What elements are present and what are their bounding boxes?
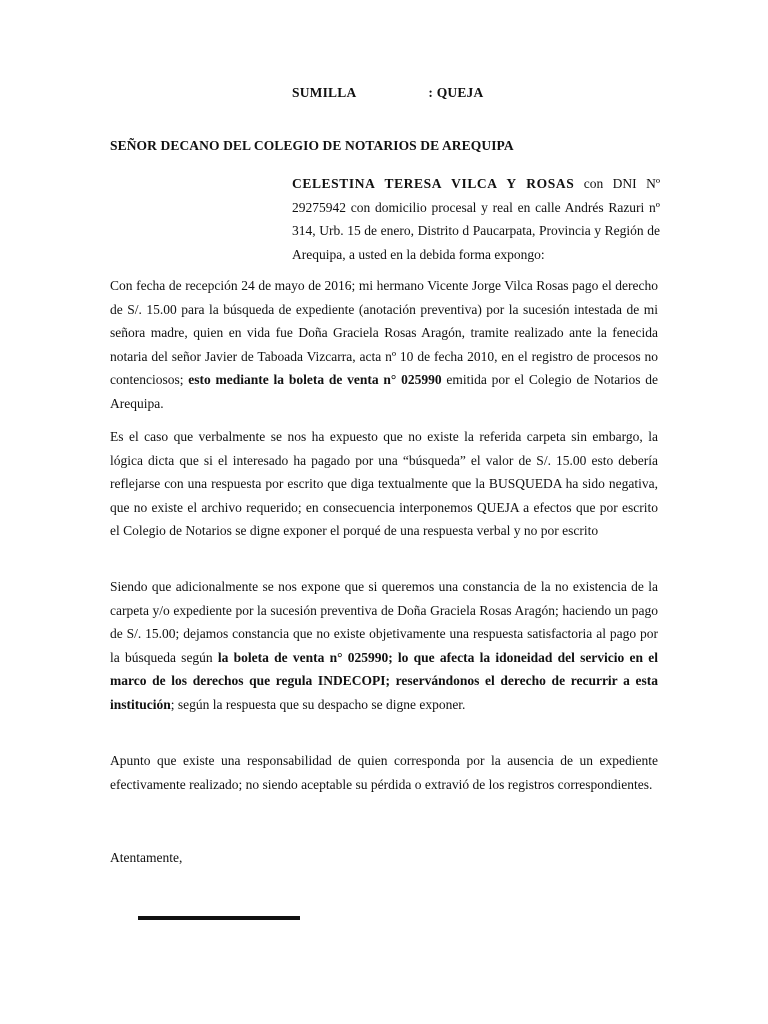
- addressee-heading: SEÑOR DECANO DEL COLEGIO DE NOTARIOS DE AREQUIPA: [110, 138, 514, 153]
- paragraph-1-text-b: emitida por el Colegio de Notarios de Arequipa.: [110, 372, 658, 411]
- sumilla-value: : QUEJA: [428, 85, 484, 100]
- petitioner-name: CELESTINA TERESA VILCA Y ROSAS: [292, 176, 575, 191]
- sumilla-label: SUMILLA: [292, 85, 357, 100]
- sumilla-heading: [292, 85, 483, 101]
- intro-text: con DNI Nº 29275942 con domicilio procesal y real en calle Andrés Razuri nº 314, Urb. 15 de enero, Distrito d Paucarpata, Provincia y Región de Arequipa, a usted en la debida forma expongo:: [292, 176, 661, 262]
- paragraph-1: [110, 274, 658, 415]
- closing-salutation: Atentamente,: [110, 850, 183, 865]
- paragraph-3-text-b: ; según la respuesta que su despacho se digne exponer.: [170, 696, 466, 712]
- paragraph-3-bold: la boleta de venta n° 025990; lo que afecta la idoneidad del servicio en el marco de los derechos que regula INDECOPI; reservándonos el derecho de recurrir a esta institución: [110, 649, 658, 712]
- signature-line: [138, 916, 300, 920]
- paragraph-3-text-a: Siendo que adicionalmente se nos expone que si queremos una constancia de la no existencia de la carpeta y/o expediente por la sucesión preventiva de Doña Graciela Rosas Aragón; haciendo un pago de S/. 15.00; dejamos constancia que no existe objetivamente una respuesta satisfactoria al pago por la búsqueda según: [110, 579, 658, 665]
- intro-paragraph: [292, 172, 660, 266]
- paragraph-1-bold: esto mediante la boleta de venta n° 025990: [188, 372, 442, 387]
- paragraph-4: Apunto que existe una responsabilidad de quien corresponda por la ausencia de un expediente efectivamente realizado; no siendo aceptable su pérdida o extravió de los registros correspondientes.: [110, 753, 658, 792]
- paragraph-3: [110, 575, 658, 716]
- paragraph-2: Es el caso que verbalmente se nos ha expuesto que no existe la referida carpeta sin embargo, la lógica dicta que si el interesado ha pagado por una “búsqueda” el valor de S/. 15.00 esto debería reflejarse con una respuesta por escrito que diga textualmente que la BUSQUEDA ha sido negativa, que no existe el archivo requerido; en consecuencia interponemos QUEJA a efectos que por escrito el Colegio de Notarios se digne exponer el porqué de una respuesta verbal y no por escrito: [110, 429, 658, 538]
- paragraph-1-text-a: Con fecha de recepción 24 de mayo de 2016; mi hermano Vicente Jorge Vilca Rosas pago el derecho de S/. 15.00 para la búsqueda de expediente (anotación preventiva) por la sucesión intestada de mi señora madre, quien en vida fue Doña Graciela Rosas Aragón, tramite realizado ante la fenecida notaria del señor Javier de Taboada Vizcarra, acta nº 10 de fecha 2010, en el registro de procesos no contenciosos;: [110, 278, 658, 387]
